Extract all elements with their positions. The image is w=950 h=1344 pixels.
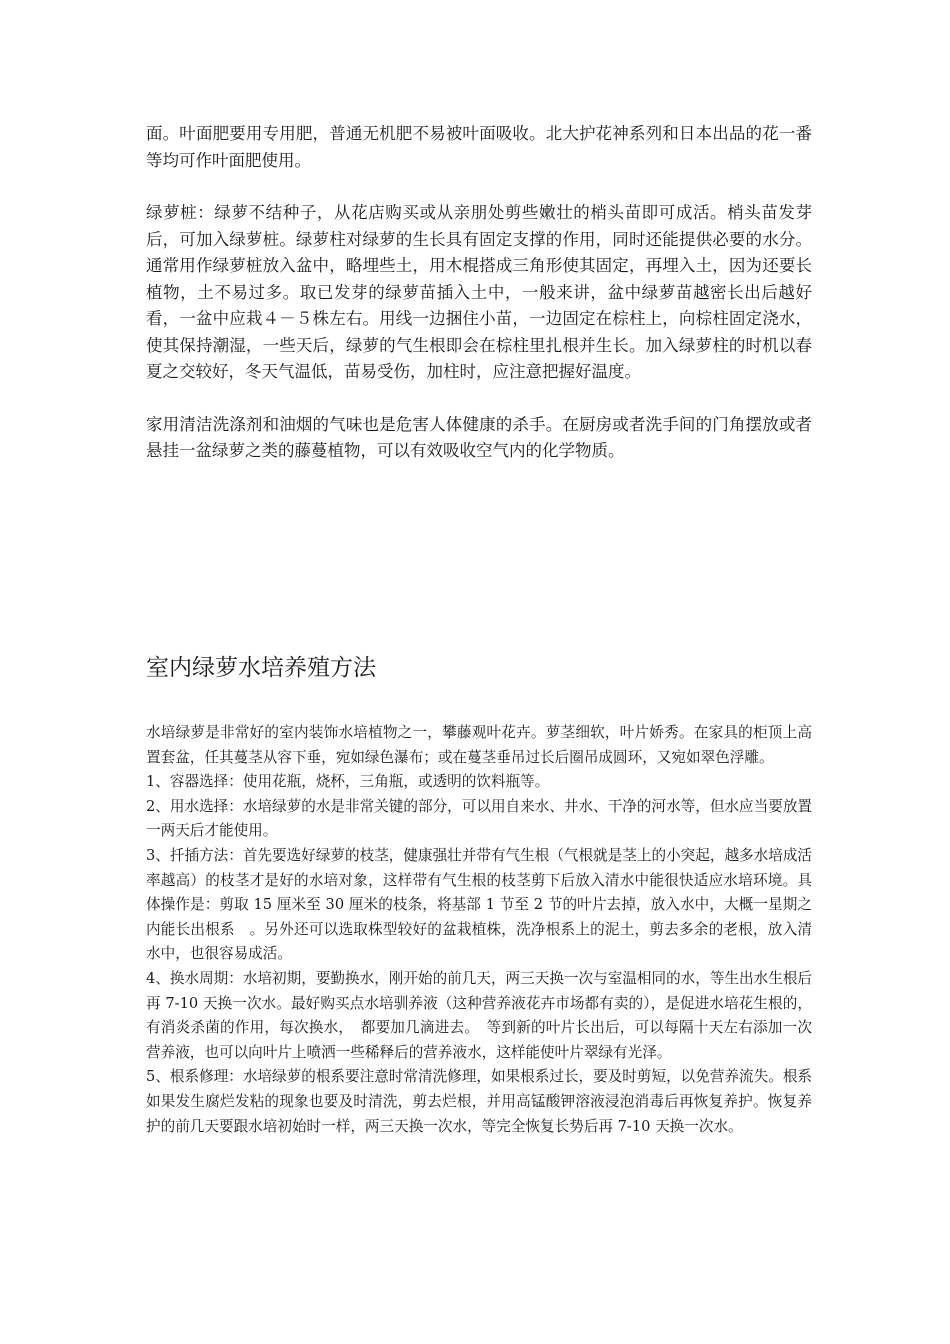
paragraph-water-change: 4、换水周期：水培初期，要勤换水，刚开始的前几天，两三天换一次与室温相同的水，等生出水生根后再 7-10 天换一次水。最好购买点水培驯养液（这种营养液花卉市场都有卖的），是促进水培花生根的，有消炎杀菌的作用，每次换水， 都要加几滴进去。 等到新的叶片长出后，可以每隔十天左右添加一次营养液，也可以向叶片上喷洒一些稀释后的营养液水，这样能使叶片翠绿有光泽。 <box>146 969 813 1061</box>
paragraph-pothos-pole: 绿萝桩：绿萝不结种子，从花店购买或从亲朋处剪些嫩壮的梢头苗即可成活。梢头苗发芽后，可加入绿萝桩。绿萝柱对绿萝的生长具有固定支撑的作用，同时还能提供必要的水分。通常用作绿萝桩放入盆中，略埋些土，用木棍搭成三角形使其固定，再埋入土，因为还要长植物，土不易过多。取已发芽的绿萝苗插入土中，一般来讲，盆中绿萝苗越密长出后越好看，一盆中应栽４－５株左右。用线一边捆住小苗，一边固定在棕柱上，向棕柱固定浇水，使其保持潮湿，一些天后，绿萝的气生根即会在棕柱里扎根并生长。加入绿萝柱的时机以春夏之交较好，冬天气温低，苗易受伤，加柱时，应注意把握好温度。 <box>146 203 812 381</box>
paragraph-container: 1、容器选择：使用花瓶，烧杯，三角瓶，或透明的饮料瓶等。 <box>146 773 550 791</box>
paragraph-root-care: 5、根系修理：水培绿萝的根系要注意时常清洗修理，如果根系过长，要及时剪短，以免营养流失。根系如果发生腐烂发粘的现象也要及时清洗，剪去烂根，并用高锰酸钾溶液浸泡消毒后再恢复养护。恢复养护的前几天要跟水培初始时一样，两三天换一次水，等完全恢复长势后再 7-10 天换一次水。 <box>146 1068 813 1135</box>
section-fertilizer-and-pole <box>146 121 812 491</box>
paragraph-foliar-fertilizer: 面。叶面肥要用专用肥，普通无机肥不易被叶面吸收。北大护花神系列和日本出品的花一番等均可作叶面肥使用。 <box>146 124 812 170</box>
section-hydroponic-method <box>146 721 812 1139</box>
paragraph-cutting: 3、扦插方法：首先要选好绿萝的枝茎，健康强壮并带有气生根（气根就是茎上的小突起，越多水培成活率越高）的枝茎才是好的水培对象，这样带有气生根的枝茎剪下后放入清水中能很快适应水培环境。具体操作是：剪取 15 厘米至 30 厘米的枝条，将基部 1 节至 2 节的叶片去掉，放入水中，大概一星期之内能长出根系 。另外还可以选取株型较好的盆栽植株，洗净根系上的泥土，剪去多余的老根，放入清水中，也很容易成活。 <box>146 846 813 963</box>
section-title: 室内绿萝水培养殖方法 <box>146 655 376 681</box>
paragraph-intro: 水培绿萝是非常好的室内装饰水培植物之一，攀藤观叶花卉。萝茎细软，叶片娇秀。在家具的柜顶上高置套盆，任其蔓茎从容下垂，宛如绿色瀑布；或在蔓茎垂吊过长后圈吊成圆环，又宛如翠色浮雕。 <box>146 724 812 766</box>
paragraph-air-purification: 家用清洁洗涤剂和油烟的气味也是危害人体健康的杀手。在厨房或者洗手间的门角摆放或者悬挂一盆绿萝之类的藤蔓植物，可以有效吸收空气内的化学物质。 <box>146 414 812 460</box>
paragraph-water: 2、用水选择：水培绿萝的水是非常关键的部分，可以用自来水、井水、干净的河水等，但水应当要放置一两天后才能使用。 <box>146 797 813 840</box>
